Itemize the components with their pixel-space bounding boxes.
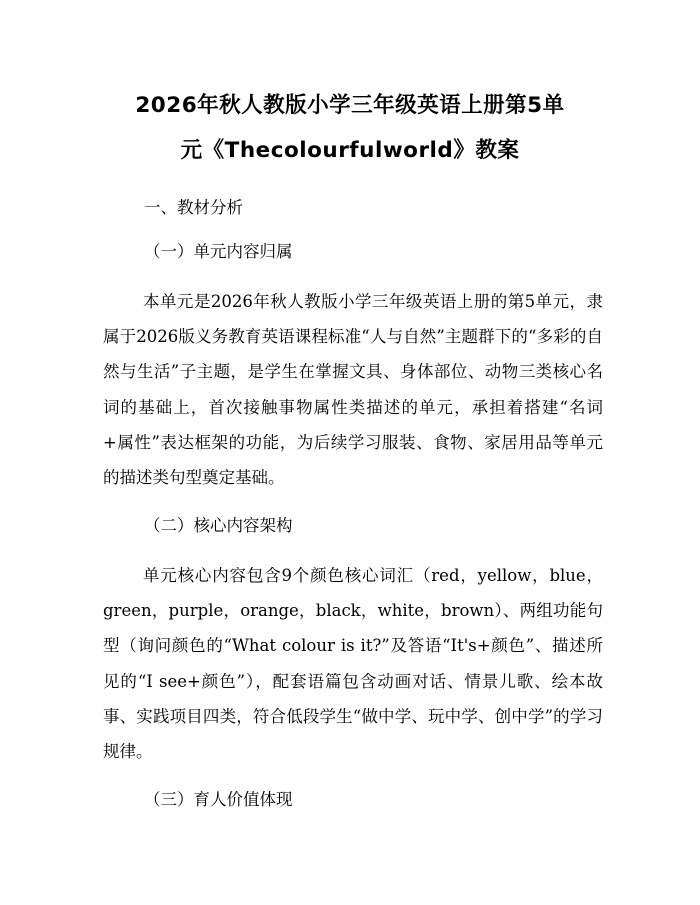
subsection-heading-core-content: （二）核心内容架构 [144, 516, 293, 535]
document-title-line-1: 2026年秋人教版小学三年级英语上册第5单 [135, 93, 565, 118]
paragraph-core-content: 单元核心内容包含9个颜色核心词汇（red，yellow，blue，green，purple，orange，black，white，brown）、两组功能句型（询问颜色的“What colour is it?”及答语“It's+颜色”、描述所见的“I see+颜色”），配套语篇包含动画对话、情景儿歌、绘本故事、实践项目四类，符合低段学生“做中学、玩中学、创中学”的学习规律。 [103, 566, 603, 762]
subsection-heading-unit-attribution: （一）单元内容归属 [144, 242, 293, 261]
section-heading-textbook-analysis: 一、教材分析 [144, 198, 243, 217]
paragraph-unit-attribution: 本单元是2026年秋人教版小学三年级英语上册的第5单元，隶属于2026版义务教育英语课程标准“人与自然”主题群下的“多彩的自然与生活”子主题，是学生在掌握文具、身体部位、动物三类核心名词的基础上，首次接触事物属性类描述的单元，承担着搭建“名词+属性”表达框架的功能，为后续学习服装、食物、家居用品等单元的描述类句型奠定基础。 [103, 292, 603, 488]
subsection-heading-educational-value: （三）育人价值体现 [144, 790, 293, 809]
document-title-line-2: 元《Thecolourfulworld》教案 [180, 138, 520, 163]
